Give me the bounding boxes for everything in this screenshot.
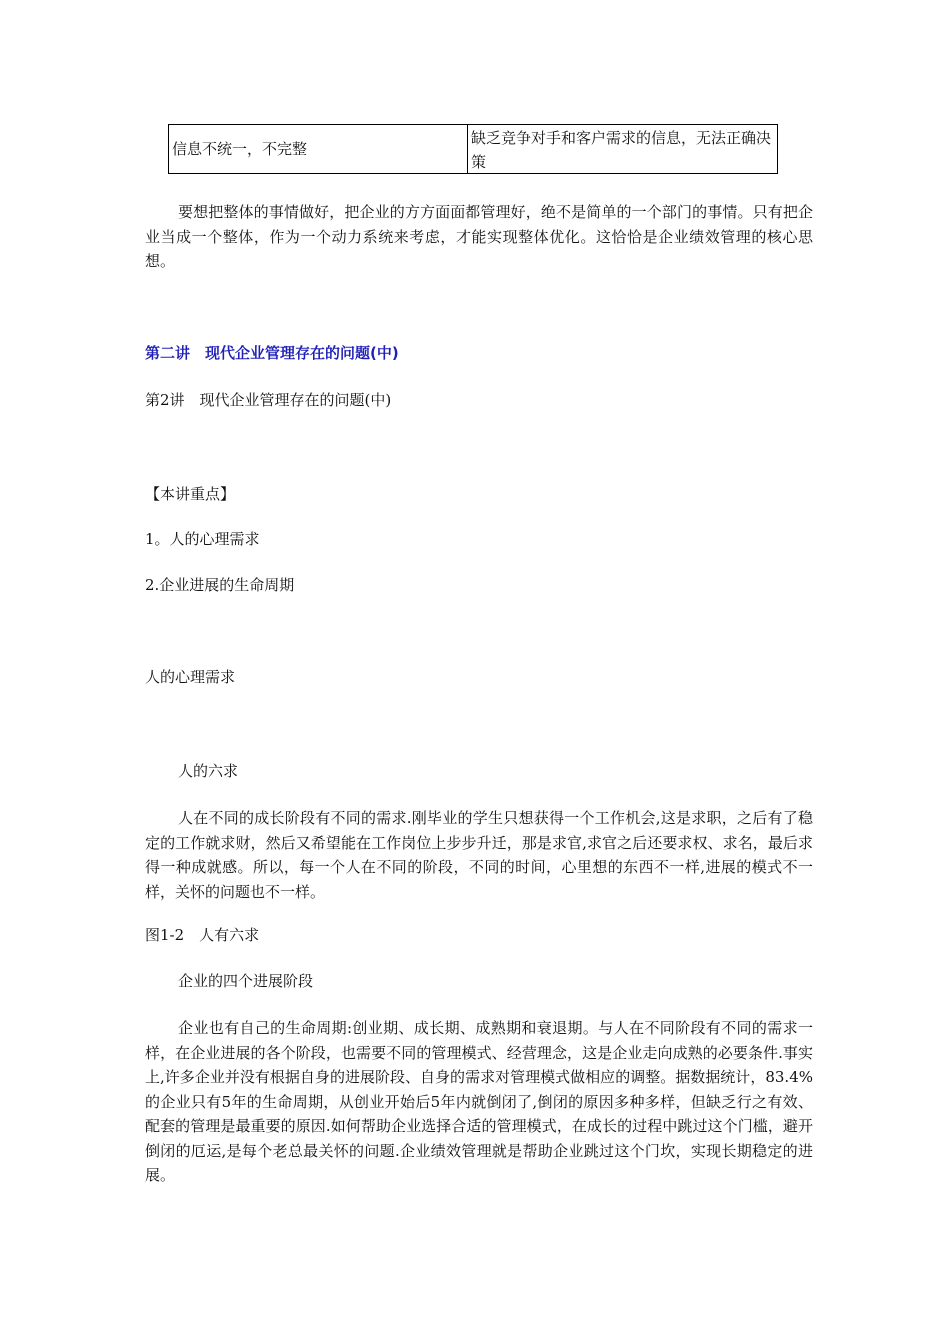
subheading-six-needs: 人的六求	[178, 762, 239, 780]
table-cell-consequence: 缺乏竞争对手和客户需求的信息，无法正确决策	[471, 129, 772, 171]
paragraph-growth-needs: 人在不同的成长阶段有不同的需求.刚毕业的学生只想获得一个工作机会,这是求职，之后有了稳定的工作就求财，然后又希望能在工作岗位上步步升迁，那是求官,求官之后还要求权、求名，最后求得一种成就感。所以，每一个人在不同的阶段，不同的时间，心里想的东西不一样,进展的模式不一样，关怀的问题也不一样。	[145, 809, 813, 901]
figure-caption: 图1-2 人有六求	[145, 926, 260, 944]
subheading-psych-needs: 人的心理需求	[145, 668, 236, 686]
table-cell-issue: 信息不统一，不完整	[169, 125, 468, 173]
paragraph-overall-optimization: 要想把整体的事情做好，把企业的方方面面都管理好，绝不是简单的一个部门的事情。只有把企业当成一个整体，作为一个动力系统来考虑，才能实现整体优化。这恰恰是企业绩效管理的核心思想。	[145, 203, 813, 270]
key-point-2: 2.企业进展的生命周期	[145, 576, 295, 594]
info-table	[168, 124, 778, 174]
lecture-title: 第2讲 现代企业管理存在的问题(中)	[145, 391, 392, 409]
key-points-label: 【本讲重点】	[145, 485, 236, 503]
key-point-1: 1。人的心理需求	[145, 530, 260, 548]
subheading-four-stages: 企业的四个进展阶段	[178, 972, 314, 990]
paragraph-life-cycle: 企业也有自己的生命周期:创业期、成长期、成熟期和衰退期。与人在不同阶段有不同的需求一样，在企业进展的各个阶段，也需要不同的管理模式、经营理念，这是企业走向成熟的必要条件.事实上,许多企业并没有根据自身的进展阶段、自身的需求对管理模式做相应的调整。据数据统计，83.4%的企业只有5年的生命周期，从创业开始后5年内就倒闭了,倒闭的原因多种多样，但缺乏行之有效、配套的管理是最重要的原因.如何帮助企业选择合适的管理模式，在成长的过程中跳过这个门槛，避开倒闭的厄运,是每个老总最关怀的问题.企业绩效管理就是帮助企业跳过这个门坎，实现长期稳定的进展。	[145, 1019, 813, 1184]
section-heading: 第二讲 现代企业管理存在的问题(中)	[145, 344, 399, 362]
